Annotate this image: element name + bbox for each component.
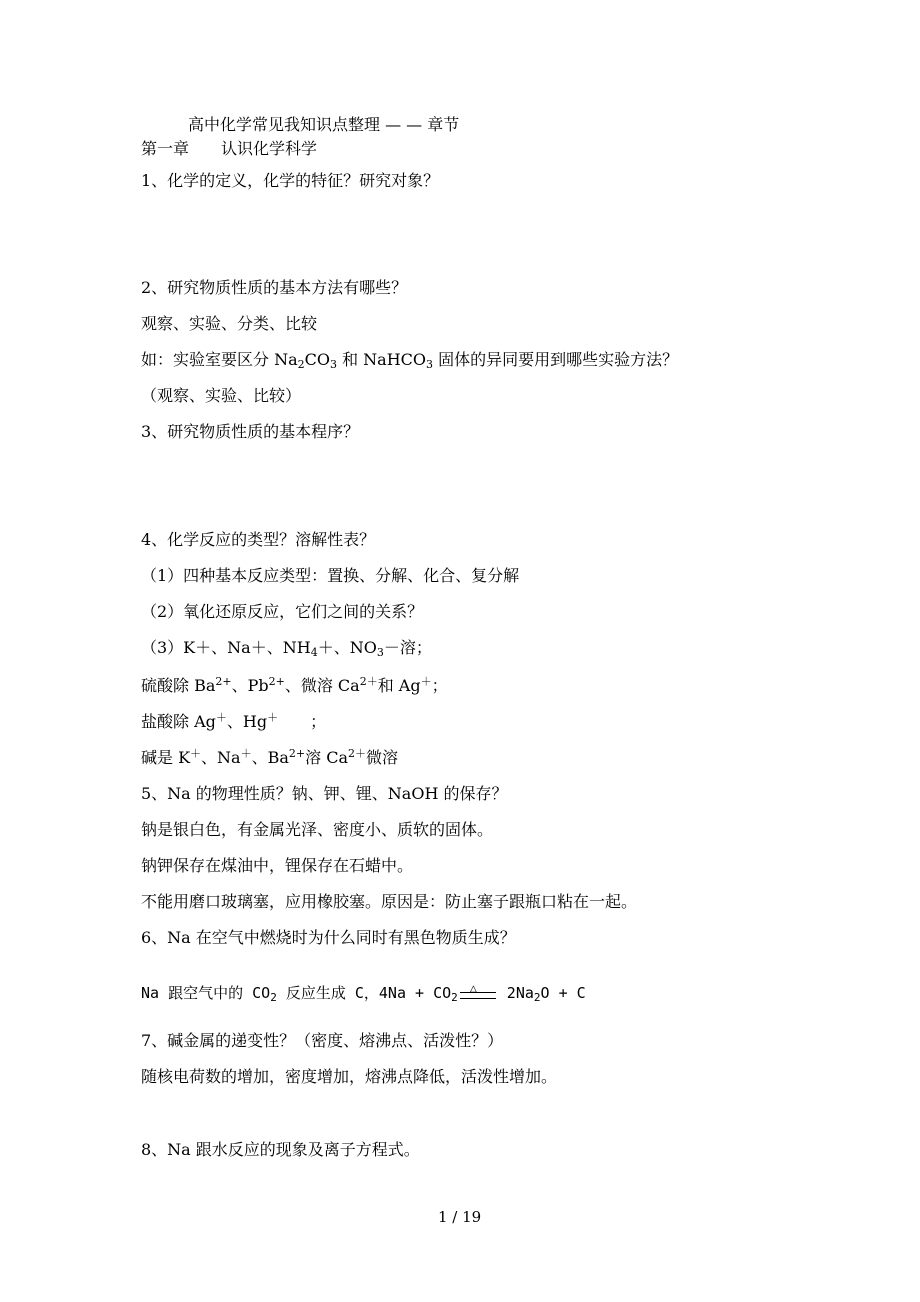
question-3: 3、研究物质性质的基本程序？ — [141, 422, 360, 441]
question-4-item-2: （2）氧化还原反应，它们之间的关系？ — [141, 602, 424, 621]
base-rule: 碱是 K＋、Na＋、$Ba^{2+}$溶 $Ca^{2+}$微溶 — [141, 747, 399, 767]
question-8: 8、Na 跟水反应的现象及离子方程式。 — [141, 1140, 420, 1159]
page-number: 1 / 19 — [438, 1208, 482, 1226]
question-7: 7、碱金属的递变性？（密度、熔沸点、活泼性？） — [141, 1031, 504, 1050]
question-2: 2、研究物质性质的基本方法有哪些？ — [141, 278, 408, 297]
chapter-heading: 第一章 认识化学科学 — [141, 139, 318, 158]
heat-triangle-icon: △ — [469, 980, 478, 995]
heat-equals-sign — [458, 980, 498, 1005]
question-5-answer-2: 钠钾保存在煤油中，锂保存在石蜡中。 — [141, 856, 414, 875]
question-6-answer: Na 跟空气中的 $CO_2$ 反应生成 C，$4Na + CO_2$ △ $2Na_2O + C$ — [141, 982, 586, 1005]
document-title: 高中化学常见我知识点整理 — — 章节 — [188, 115, 460, 134]
question-4-item-1: （1）四种基本反应类型：置换、分解、化合、复分解 — [141, 566, 520, 585]
question-2-example-answer: （观察、实验、比较） — [141, 386, 302, 405]
hcl-rule: 盐酸除 Ag＋、Hg＋ ； — [141, 711, 327, 731]
question-2-answer: 观察、实验、分类、比较 — [141, 314, 318, 333]
question-1: 1、化学的定义，化学的特征？研究对象？ — [141, 171, 440, 190]
double-bar — [460, 992, 496, 999]
question-7-answer: 随核电荷数的增加，密度增加，熔沸点降低，活泼性增加。 — [141, 1067, 558, 1086]
question-5: 5、Na 的物理性质？钠、钾、锂、NaOH 的保存？ — [141, 784, 508, 803]
question-5-answer-3: 不能用磨口玻璃塞，应用橡胶塞。原因是：防止塞子跟瓶口粘在一起。 — [141, 892, 638, 911]
question-5-answer-1: 钠是银白色，有金属光泽、密度小、质软的固体。 — [141, 820, 494, 839]
question-4-item-3: （3）K＋、Na＋、$NH_4+$、$NO_3-$溶； — [141, 638, 432, 659]
question-6: 6、Na 在空气中燃烧时为什么同时有黑色物质生成？ — [141, 928, 516, 947]
sulfate-rule: 硫酸除 $Ba^{2+}$、$Pb^{2+}$、微溶 $Ca^{2+}$和 Ag＋； — [141, 675, 448, 695]
question-2-example: 如：实验室要区分 $Na_2CO_3$ 和 NaHCO$_3$ 固体的异同要用到哪些实验方法？ — [141, 350, 679, 371]
question-4: 4、化学反应的类型？溶解性表？ — [141, 530, 376, 549]
